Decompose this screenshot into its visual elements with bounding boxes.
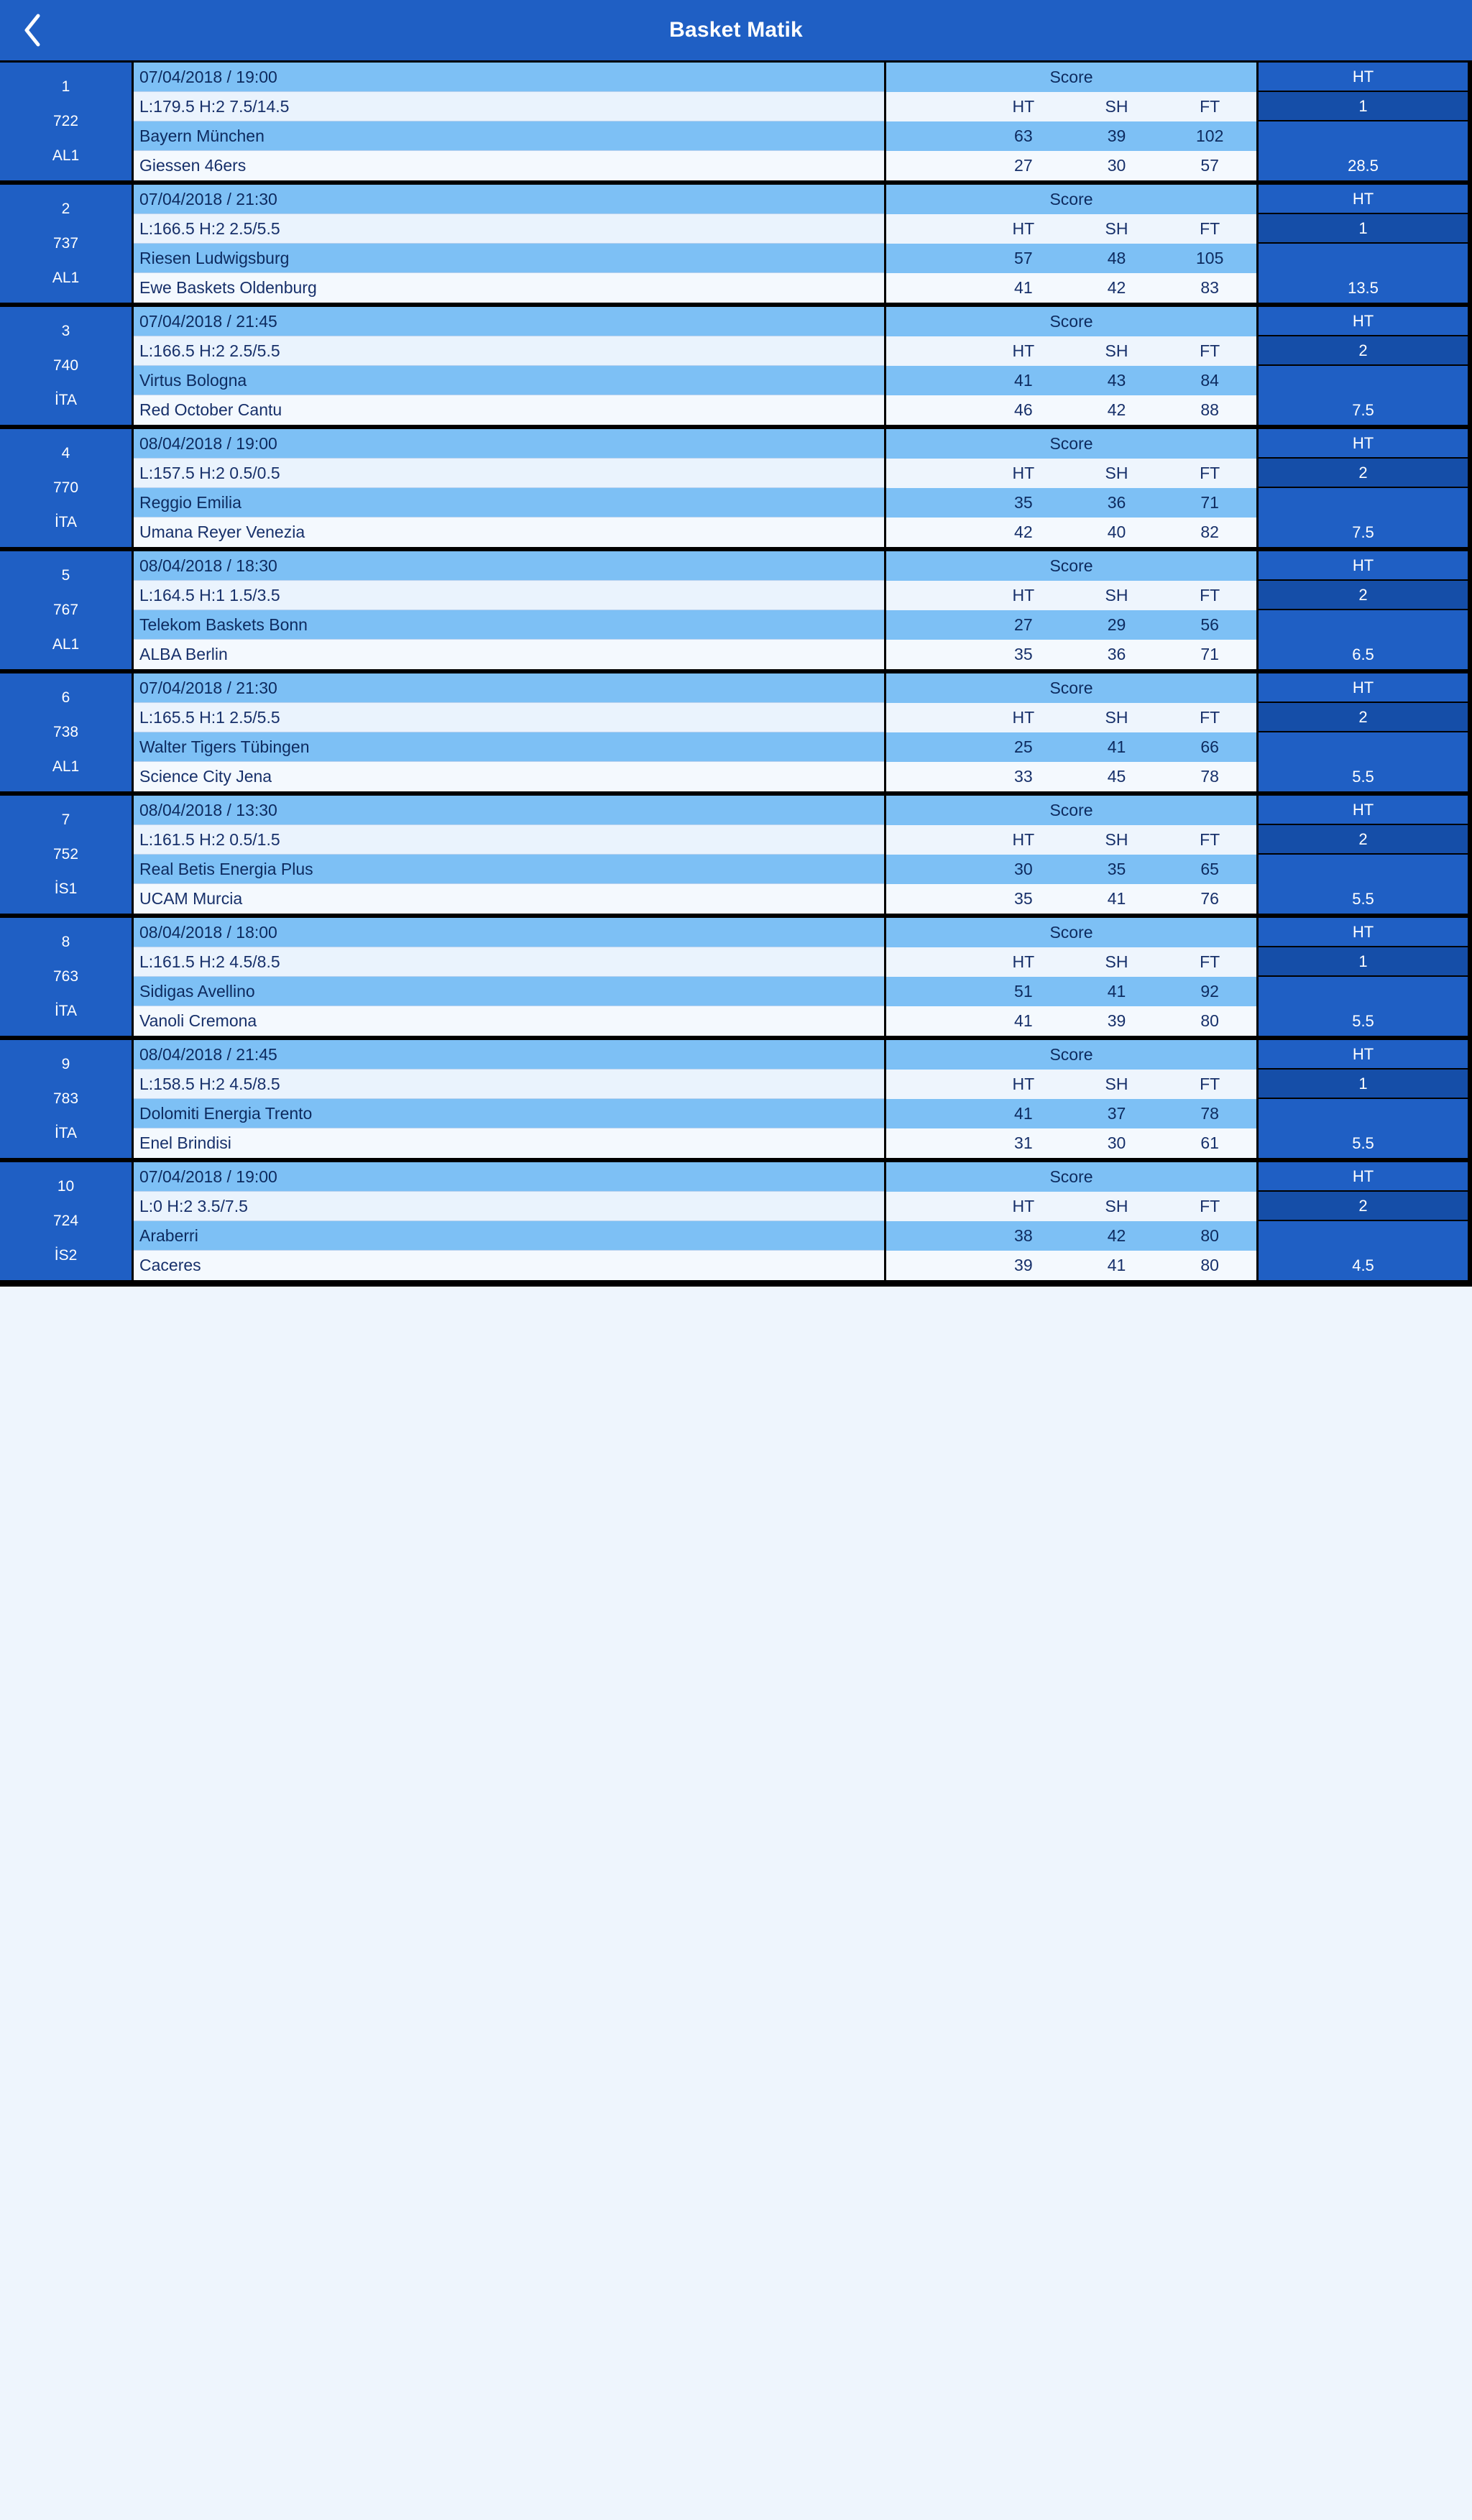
score-head-sh: SH	[1105, 830, 1128, 849]
away-score-ht: 39	[1014, 1256, 1033, 1274]
match-datetime: 07/04/2018 / 19:00	[134, 1162, 884, 1192]
away-score-sh: 30	[1107, 156, 1126, 175]
home-score-row	[886, 610, 1256, 640]
match-score-cell	[886, 551, 1259, 669]
match-row[interactable]	[0, 429, 1472, 551]
match-id: 738	[52, 724, 79, 740]
chevron-left-icon	[22, 13, 42, 47]
match-row[interactable]	[0, 1162, 1472, 1284]
away-score-sh: 45	[1107, 767, 1126, 786]
score-head-ht: HT	[1012, 830, 1035, 849]
away-score-ht: 41	[1014, 1011, 1033, 1030]
score-head-ht: HT	[1012, 1075, 1035, 1093]
away-score-ft: 78	[1200, 767, 1219, 786]
home-score-sh: 42	[1107, 1226, 1126, 1245]
match-index-cell	[0, 796, 134, 914]
ht-value: 7.5	[1259, 518, 1468, 547]
score-head-ft: FT	[1200, 341, 1220, 360]
match-number: 9	[61, 1056, 70, 1072]
away-team-name: Vanoli Cremona	[134, 1006, 884, 1036]
ht-pick: 2	[1259, 825, 1468, 855]
match-number: 4	[61, 445, 70, 461]
away-team-name: Enel Brindisi	[134, 1128, 884, 1158]
home-team-name: Walter Tigers Tübingen	[134, 732, 884, 762]
match-index-cell	[0, 1162, 134, 1280]
match-score-cell	[886, 1040, 1259, 1158]
match-ht-cell	[1259, 429, 1468, 547]
match-datetime: 08/04/2018 / 13:30	[134, 796, 884, 825]
home-score-ft: 84	[1200, 371, 1219, 390]
score-head-ht: HT	[1012, 464, 1035, 482]
match-number: 3	[61, 323, 70, 339]
ht-spacer	[1259, 1099, 1468, 1128]
ht-pick: 2	[1259, 703, 1468, 732]
match-league: AL1	[52, 147, 80, 164]
match-id: 740	[52, 357, 79, 374]
match-limits: L:179.5 H:2 7.5/14.5	[134, 92, 884, 121]
match-info-cell	[134, 551, 886, 669]
ht-value: 5.5	[1259, 884, 1468, 914]
away-score-row	[886, 1128, 1256, 1158]
score-header: Score	[886, 551, 1256, 581]
home-score-row	[886, 855, 1256, 884]
home-score-sh: 35	[1107, 860, 1126, 878]
ht-spacer	[1259, 121, 1468, 151]
home-score-sh: 43	[1107, 371, 1126, 390]
away-score-ft: 83	[1200, 278, 1219, 297]
score-head-ht: HT	[1012, 97, 1035, 116]
score-column-headers	[886, 92, 1256, 121]
home-score-ft: 78	[1200, 1104, 1219, 1123]
score-column-headers	[886, 336, 1256, 366]
match-datetime: 08/04/2018 / 21:45	[134, 1040, 884, 1070]
score-head-ft: FT	[1200, 464, 1220, 482]
home-score-row	[886, 1099, 1256, 1128]
match-ht-cell	[1259, 307, 1468, 425]
home-score-ft: 92	[1200, 982, 1219, 1001]
ht-pick: 2	[1259, 581, 1468, 610]
match-list	[0, 60, 1472, 1287]
score-head-ht: HT	[1012, 708, 1035, 727]
match-datetime: 08/04/2018 / 19:00	[134, 429, 884, 459]
ht-value: 5.5	[1259, 762, 1468, 791]
away-team-name: Science City Jena	[134, 762, 884, 791]
match-league: İTA	[54, 1125, 78, 1141]
score-header: Score	[886, 185, 1256, 214]
match-score-cell	[886, 185, 1259, 303]
away-score-row	[886, 518, 1256, 547]
ht-spacer	[1259, 244, 1468, 273]
match-datetime: 07/04/2018 / 21:45	[134, 307, 884, 336]
home-score-sh: 41	[1107, 737, 1126, 756]
ht-label: HT	[1259, 63, 1468, 92]
match-league: AL1	[52, 270, 80, 286]
home-score-row	[886, 488, 1256, 518]
match-number: 2	[61, 201, 70, 217]
score-header: Score	[886, 1040, 1256, 1070]
empty-area	[0, 1287, 1472, 2520]
score-head-sh: SH	[1105, 1197, 1128, 1215]
match-index-cell	[0, 307, 134, 425]
match-index-cell	[0, 551, 134, 669]
score-head-ht: HT	[1012, 341, 1035, 360]
ht-pick: 1	[1259, 1070, 1468, 1099]
match-info-cell	[134, 796, 886, 914]
score-head-ht: HT	[1012, 952, 1035, 971]
match-index-cell	[0, 63, 134, 180]
ht-label: HT	[1259, 796, 1468, 825]
match-limits: L:0 H:2 3.5/7.5	[134, 1192, 884, 1221]
ht-value: 5.5	[1259, 1006, 1468, 1036]
match-datetime: 07/04/2018 / 21:30	[134, 673, 884, 703]
app-header	[0, 0, 1472, 60]
score-head-ft: FT	[1200, 708, 1220, 727]
match-number: 10	[57, 1178, 75, 1195]
ht-value: 6.5	[1259, 640, 1468, 669]
match-league: AL1	[52, 636, 80, 653]
ht-label: HT	[1259, 1040, 1468, 1070]
ht-value: 4.5	[1259, 1251, 1468, 1280]
ht-spacer	[1259, 488, 1468, 518]
match-score-cell	[886, 673, 1259, 791]
match-limits: L:158.5 H:2 4.5/8.5	[134, 1070, 884, 1099]
home-score-ht: 41	[1014, 1104, 1033, 1123]
home-score-row	[886, 121, 1256, 151]
ht-label: HT	[1259, 551, 1468, 581]
score-head-sh: SH	[1105, 586, 1128, 604]
match-info-cell	[134, 673, 886, 791]
ht-pick: 1	[1259, 947, 1468, 977]
match-score-cell	[886, 63, 1259, 180]
score-column-headers	[886, 459, 1256, 488]
match-id: 724	[52, 1213, 79, 1229]
score-column-headers	[886, 581, 1256, 610]
score-header: Score	[886, 307, 1256, 336]
back-button[interactable]	[0, 0, 65, 60]
match-limits: L:161.5 H:2 4.5/8.5	[134, 947, 884, 977]
match-index-cell	[0, 1040, 134, 1158]
match-info-cell	[134, 918, 886, 1036]
ht-spacer	[1259, 977, 1468, 1006]
match-id: 783	[52, 1090, 79, 1107]
away-score-sh: 42	[1107, 400, 1126, 419]
score-head-ht: HT	[1012, 586, 1035, 604]
match-league: İTA	[54, 392, 78, 408]
match-row[interactable]	[0, 1040, 1472, 1162]
score-head-sh: SH	[1105, 97, 1128, 116]
match-info-cell	[134, 429, 886, 547]
away-score-ht: 31	[1014, 1133, 1033, 1152]
away-score-row	[886, 762, 1256, 791]
ht-value: 13.5	[1259, 273, 1468, 303]
home-score-sh: 36	[1107, 493, 1126, 512]
score-column-headers	[886, 1192, 1256, 1221]
score-column-headers	[886, 1070, 1256, 1099]
home-score-sh: 37	[1107, 1104, 1126, 1123]
match-league: AL1	[52, 758, 80, 775]
score-column-headers	[886, 214, 1256, 244]
ht-pick: 2	[1259, 1192, 1468, 1221]
match-number: 8	[61, 934, 70, 950]
match-ht-cell	[1259, 673, 1468, 791]
ht-label: HT	[1259, 673, 1468, 703]
ht-label: HT	[1259, 918, 1468, 947]
home-score-row	[886, 977, 1256, 1006]
ht-value: 28.5	[1259, 151, 1468, 180]
score-column-headers	[886, 947, 1256, 977]
away-score-ft: 80	[1200, 1256, 1219, 1274]
match-limits: L:165.5 H:1 2.5/5.5	[134, 703, 884, 732]
match-limits: L:164.5 H:1 1.5/3.5	[134, 581, 884, 610]
away-score-ft: 88	[1200, 400, 1219, 419]
home-score-ft: 65	[1200, 860, 1219, 878]
home-team-name: Sidigas Avellino	[134, 977, 884, 1006]
match-limits: L:157.5 H:2 0.5/0.5	[134, 459, 884, 488]
away-team-name: UCAM Murcia	[134, 884, 884, 914]
match-ht-cell	[1259, 918, 1468, 1036]
home-score-row	[886, 366, 1256, 395]
match-index-cell	[0, 185, 134, 303]
away-score-row	[886, 1251, 1256, 1280]
away-score-ft: 61	[1200, 1133, 1219, 1152]
match-row[interactable]	[0, 63, 1472, 185]
match-ht-cell	[1259, 551, 1468, 669]
ht-pick: 2	[1259, 459, 1468, 488]
home-score-sh: 29	[1107, 615, 1126, 634]
ht-label: HT	[1259, 307, 1468, 336]
match-info-cell	[134, 1040, 886, 1158]
home-score-ht: 25	[1014, 737, 1033, 756]
home-score-sh: 41	[1107, 982, 1126, 1001]
home-score-ht: 30	[1014, 860, 1033, 878]
score-header: Score	[886, 796, 1256, 825]
match-number: 5	[61, 567, 70, 584]
away-score-ht: 35	[1014, 645, 1033, 663]
ht-spacer	[1259, 1221, 1468, 1251]
ht-value: 5.5	[1259, 1128, 1468, 1158]
match-id: 767	[52, 602, 79, 618]
match-index-cell	[0, 918, 134, 1036]
match-score-cell	[886, 307, 1259, 425]
home-team-name: Reggio Emilia	[134, 488, 884, 518]
match-limits: L:166.5 H:2 2.5/5.5	[134, 336, 884, 366]
home-team-name: Real Betis Energia Plus	[134, 855, 884, 884]
match-row[interactable]	[0, 918, 1472, 1040]
match-score-cell	[886, 429, 1259, 547]
score-head-ft: FT	[1200, 952, 1220, 971]
away-team-name: Giessen 46ers	[134, 151, 884, 180]
away-score-ft: 57	[1200, 156, 1219, 175]
score-head-ft: FT	[1200, 97, 1220, 116]
ht-spacer	[1259, 366, 1468, 395]
home-score-ht: 41	[1014, 371, 1033, 390]
away-score-ht: 46	[1014, 400, 1033, 419]
score-head-ft: FT	[1200, 1075, 1220, 1093]
match-row[interactable]	[0, 551, 1472, 673]
ht-spacer	[1259, 610, 1468, 640]
home-score-sh: 39	[1107, 127, 1126, 145]
match-ht-cell	[1259, 185, 1468, 303]
score-head-ft: FT	[1200, 586, 1220, 604]
home-score-ht: 63	[1014, 127, 1033, 145]
away-score-ht: 35	[1014, 889, 1033, 908]
score-header: Score	[886, 429, 1256, 459]
match-datetime: 07/04/2018 / 21:30	[134, 185, 884, 214]
page-title: Basket Matik	[669, 18, 803, 42]
home-score-ft: 105	[1195, 249, 1224, 267]
score-head-ft: FT	[1200, 1197, 1220, 1215]
match-row[interactable]	[0, 796, 1472, 918]
score-head-ft: FT	[1200, 219, 1220, 238]
away-score-sh: 41	[1107, 1256, 1126, 1274]
score-column-headers	[886, 825, 1256, 855]
match-number: 6	[61, 689, 70, 706]
match-ht-cell	[1259, 63, 1468, 180]
away-score-row	[886, 273, 1256, 303]
score-header: Score	[886, 63, 1256, 92]
away-score-ht: 33	[1014, 767, 1033, 786]
match-info-cell	[134, 63, 886, 180]
home-score-ht: 35	[1014, 493, 1033, 512]
match-score-cell	[886, 796, 1259, 914]
match-id: 770	[52, 479, 79, 496]
ht-value: 7.5	[1259, 395, 1468, 425]
away-score-ft: 82	[1200, 523, 1219, 541]
away-score-ft: 80	[1200, 1011, 1219, 1030]
away-score-sh: 42	[1107, 278, 1126, 297]
home-score-ht: 38	[1014, 1226, 1033, 1245]
match-number: 1	[61, 78, 70, 95]
away-score-row	[886, 151, 1256, 180]
match-number: 7	[61, 811, 70, 828]
score-head-sh: SH	[1105, 1075, 1128, 1093]
match-info-cell	[134, 1162, 886, 1280]
away-score-sh: 40	[1107, 523, 1126, 541]
match-id: 737	[52, 235, 79, 252]
match-league: İTA	[54, 514, 78, 530]
ht-pick: 2	[1259, 336, 1468, 366]
away-team-name: Red October Cantu	[134, 395, 884, 425]
home-score-ft: 80	[1200, 1226, 1219, 1245]
home-score-ht: 51	[1014, 982, 1033, 1001]
home-team-name: Riesen Ludwigsburg	[134, 244, 884, 273]
ht-spacer	[1259, 855, 1468, 884]
score-head-sh: SH	[1105, 219, 1128, 238]
away-score-sh: 30	[1107, 1133, 1126, 1152]
home-score-row	[886, 732, 1256, 762]
match-datetime: 08/04/2018 / 18:00	[134, 918, 884, 947]
match-id: 752	[52, 846, 79, 863]
home-score-ht: 57	[1014, 249, 1033, 267]
score-head-sh: SH	[1105, 708, 1128, 727]
home-team-name: Araberri	[134, 1221, 884, 1251]
away-team-name: Ewe Baskets Oldenburg	[134, 273, 884, 303]
match-ht-cell	[1259, 796, 1468, 914]
home-score-sh: 48	[1107, 249, 1126, 267]
match-info-cell	[134, 307, 886, 425]
home-score-ft: 102	[1195, 127, 1224, 145]
away-score-row	[886, 884, 1256, 914]
ht-pick: 1	[1259, 214, 1468, 244]
match-datetime: 08/04/2018 / 18:30	[134, 551, 884, 581]
ht-pick: 1	[1259, 92, 1468, 121]
home-score-ft: 56	[1200, 615, 1219, 634]
away-score-sh: 36	[1107, 645, 1126, 663]
match-index-cell	[0, 429, 134, 547]
match-datetime: 07/04/2018 / 19:00	[134, 63, 884, 92]
home-score-row	[886, 1221, 1256, 1251]
match-id: 763	[52, 968, 79, 985]
away-score-row	[886, 395, 1256, 425]
match-ht-cell	[1259, 1040, 1468, 1158]
away-team-name: ALBA Berlin	[134, 640, 884, 669]
match-score-cell	[886, 918, 1259, 1036]
ht-label: HT	[1259, 1162, 1468, 1192]
match-limits: L:161.5 H:2 0.5/1.5	[134, 825, 884, 855]
home-score-ft: 66	[1200, 737, 1219, 756]
ht-spacer	[1259, 732, 1468, 762]
match-row[interactable]	[0, 185, 1472, 307]
away-score-row	[886, 640, 1256, 669]
match-ht-cell	[1259, 1162, 1468, 1280]
match-limits: L:166.5 H:2 2.5/5.5	[134, 214, 884, 244]
score-header: Score	[886, 918, 1256, 947]
score-head-sh: SH	[1105, 341, 1128, 360]
score-head-ft: FT	[1200, 830, 1220, 849]
home-score-ft: 71	[1200, 493, 1219, 512]
score-head-sh: SH	[1105, 952, 1128, 971]
match-index-cell	[0, 673, 134, 791]
match-league: İS2	[54, 1247, 78, 1264]
home-team-name: Dolomiti Energia Trento	[134, 1099, 884, 1128]
home-team-name: Bayern München	[134, 121, 884, 151]
score-header: Score	[886, 1162, 1256, 1192]
match-league: İTA	[54, 1003, 78, 1019]
home-score-row	[886, 244, 1256, 273]
score-column-headers	[886, 703, 1256, 732]
away-score-sh: 41	[1107, 889, 1126, 908]
match-row[interactable]	[0, 307, 1472, 429]
away-score-ht: 27	[1014, 156, 1033, 175]
score-head-sh: SH	[1105, 464, 1128, 482]
score-head-ht: HT	[1012, 219, 1035, 238]
home-team-name: Virtus Bologna	[134, 366, 884, 395]
away-score-ht: 41	[1014, 278, 1033, 297]
away-score-ht: 42	[1014, 523, 1033, 541]
match-league: İS1	[54, 880, 78, 897]
away-score-row	[886, 1006, 1256, 1036]
home-score-ht: 27	[1014, 615, 1033, 634]
home-team-name: Telekom Baskets Bonn	[134, 610, 884, 640]
match-info-cell	[134, 185, 886, 303]
away-team-name: Umana Reyer Venezia	[134, 518, 884, 547]
away-score-ft: 71	[1200, 645, 1219, 663]
ht-label: HT	[1259, 429, 1468, 459]
match-id: 722	[52, 113, 79, 129]
match-row[interactable]	[0, 673, 1472, 796]
away-team-name: Caceres	[134, 1251, 884, 1280]
match-score-cell	[886, 1162, 1259, 1280]
score-head-ht: HT	[1012, 1197, 1035, 1215]
away-score-ft: 76	[1200, 889, 1219, 908]
score-header: Score	[886, 673, 1256, 703]
ht-label: HT	[1259, 185, 1468, 214]
away-score-sh: 39	[1107, 1011, 1126, 1030]
